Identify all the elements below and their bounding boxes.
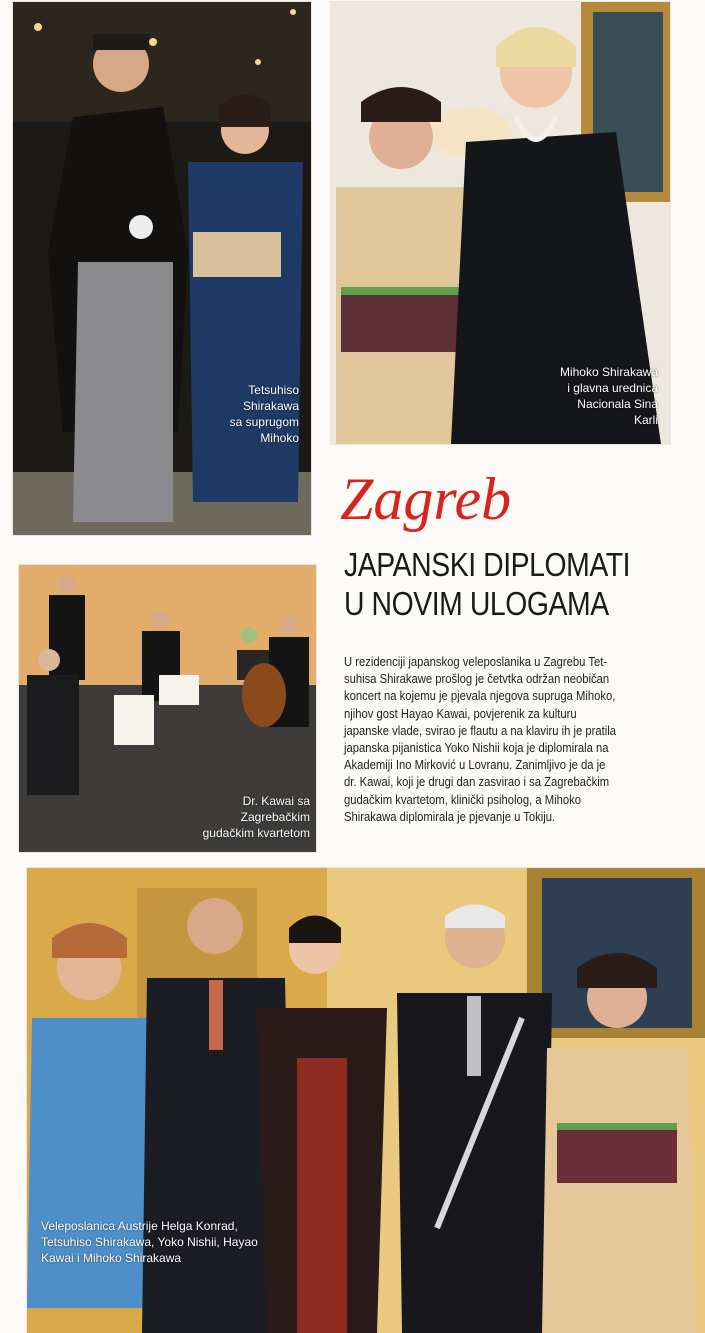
body-line: Akademiji Ino Mirković u Lovranu. Zanimljivo je da je: [344, 758, 606, 773]
caption-line: Mihoko Shirakawa: [559, 365, 658, 379]
headline-line: U NOVIM ULOGAMA: [344, 585, 609, 622]
body-line: japanske vlade, svirao je flautu a na klaviru ih je pratila: [344, 723, 617, 738]
article-body: [344, 654, 670, 826]
body-line: Shirakawa diplomirala je pjevanje u Tokiju.: [344, 809, 556, 824]
photo-group-caption: [41, 1218, 301, 1266]
photo-kawai-quartet-caption: [160, 793, 310, 841]
photo-mihoko-and-editor: [331, 2, 670, 444]
photo-shirakawa-couple-caption: [149, 382, 299, 446]
caption-line: Tetsuhiso Shirakawa, Yoko Nishii, Hayao: [41, 1235, 258, 1249]
caption-line: Nacionala Sina: [577, 397, 658, 411]
body-line: suhisa Shirakawe prošlog je četvtka održan neobičan: [344, 672, 610, 687]
caption-line: sa suprugom: [229, 415, 299, 429]
caption-line: Tetsuhiso: [248, 383, 299, 397]
caption-line: i glavna urednica: [567, 381, 658, 395]
photo-shirakawa-couple-image: [13, 2, 311, 535]
caption-line: gudačkim kvartetom: [202, 826, 310, 840]
body-line: dr. Kawai, koji je drugi dan zasvirao i sa Zagrebačkim: [344, 775, 610, 790]
article-kicker: Zagreb: [340, 466, 512, 532]
article-headline: [344, 545, 641, 623]
caption-line: Dr. Kawai sa: [242, 794, 310, 808]
body-line: koncert na kojemu je pjevala njegova supruga Mihoko,: [344, 689, 616, 704]
caption-line: Karli: [633, 413, 658, 427]
photo-group: [27, 868, 705, 1333]
body-line: japanska pijanistica Yoko Nishii koja je diplomirala na: [344, 741, 609, 756]
body-line: njihov gost Hayao Kawai, povjerenik za kulturu: [344, 706, 577, 721]
body-line: U rezidenciji japanskog veleposlanika u Zagrebu Tet-: [344, 655, 608, 669]
caption-line: Mihoko: [260, 431, 299, 445]
body-line: gudačkim kvartetom, klinički psiholog, a Mihoko: [344, 792, 581, 807]
photo-shirakawa-couple: [13, 2, 311, 535]
caption-line: Kawai i Mihoko Shirakawa: [41, 1251, 182, 1265]
headline-line: JAPANSKI DIPLOMATI: [344, 546, 631, 583]
caption-line: Veleposlanica Austrije Helga Konrad,: [41, 1219, 238, 1233]
photo-kawai-quartet: [19, 565, 316, 852]
caption-line: Shirakawa: [242, 399, 299, 413]
caption-line: Zagrebačkim: [240, 810, 310, 824]
photo-mihoko-and-editor-caption: [488, 364, 658, 428]
